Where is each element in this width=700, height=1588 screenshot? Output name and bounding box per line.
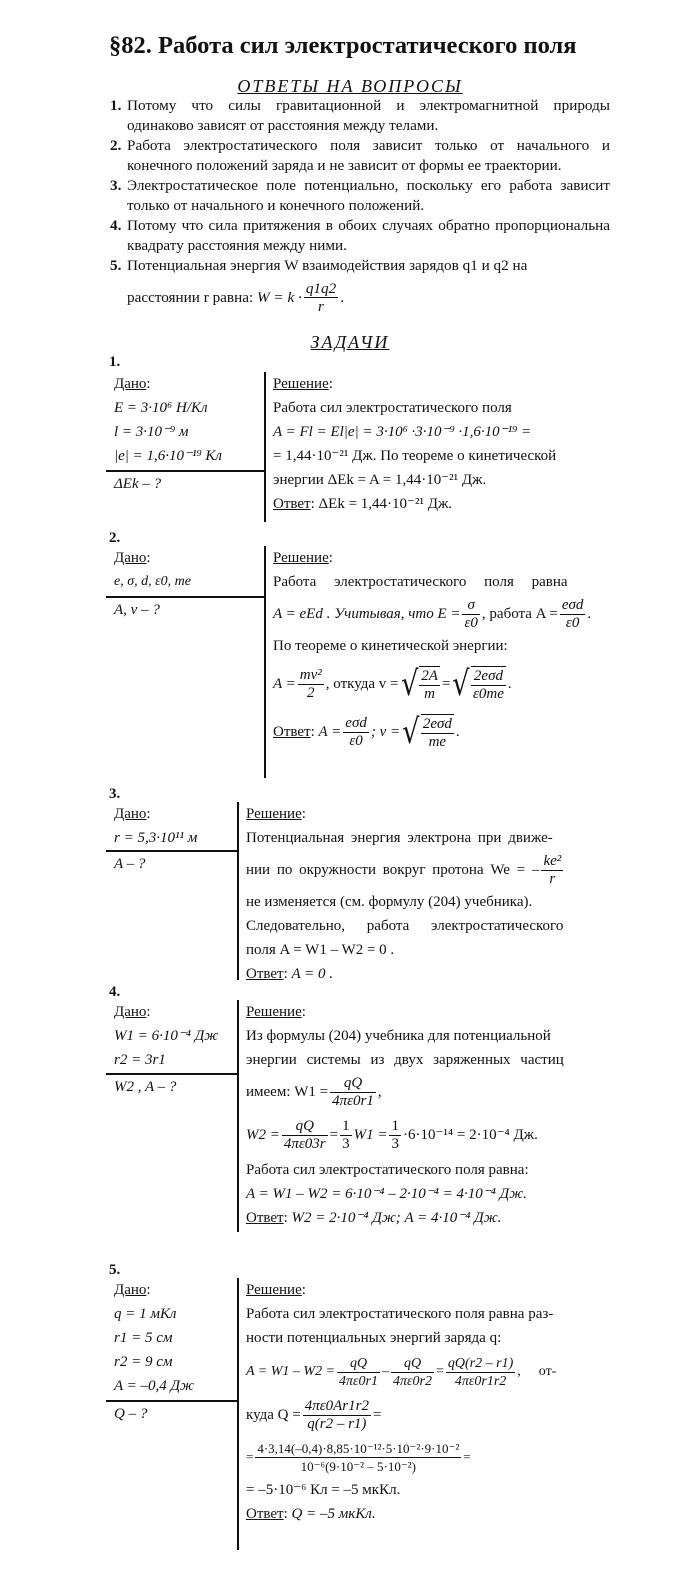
problem-number: 3. <box>109 786 121 802</box>
fraction: $\frac{4\pi\varepsilon 0Ar1r2}{q(r2 - r1)}$ <box>304 1397 369 1432</box>
answer-item <box>110 96 610 136</box>
find-item: A – ? <box>114 856 146 872</box>
column-divider <box>264 372 266 522</box>
given-block: Дано: W1 = 6·10⁻⁴ Дж r2 = 3r1 <box>114 1000 218 1072</box>
find-item: ΔEk – ? <box>114 476 162 492</box>
given-item: e, σ, d, ε0, me <box>114 574 191 589</box>
fraction: $\frac{\text{4·3,14(–0,4)·8,85·10⁻¹²·5·10⁻²·9·10⁻²}}{\text{10⁻⁶(9·10⁻² – 5·10⁻²)}}$ <box>257 1440 460 1474</box>
given-item: r = 5,3·10¹¹ м <box>114 830 198 846</box>
solution-line: ности потенциальных энергий заряда q: <box>246 1330 502 1346</box>
given-item: r1 = 5 см <box>114 1330 173 1346</box>
answer-text: Электростатическое поле потенциально, поскольку его работа зависит только от начального и конечного положений. <box>127 177 610 214</box>
solution-line: = $\frac{\text{4·3,14(–0,4)·8,85·10⁻¹²·5·10⁻²·9·10⁻²}}{\text{10⁻⁶(9·10⁻² – 5·10⁻²)}}$ = <box>246 1440 471 1474</box>
answer-text: расстоянии r равна: <box>127 288 254 306</box>
answer-number: 4. <box>110 217 122 234</box>
solution-label: Решение <box>246 1004 302 1020</box>
column-divider <box>237 1000 239 1232</box>
tasks-heading: ЗАДАЧИ <box>310 332 390 352</box>
given-label: Дано <box>114 376 147 392</box>
answer-item <box>110 216 610 256</box>
solution-line: куда Q = $\frac{4\pi\varepsilon 0Ar1r2}{q(r2 - r1)}$ = <box>246 1397 382 1432</box>
fraction: $\frac{qQ}{4\pi\varepsilon 03r}$ <box>283 1117 326 1152</box>
answer-label: Ответ <box>246 1506 284 1522</box>
answer-item <box>110 176 610 216</box>
answer-item <box>110 136 610 176</box>
fraction: $\frac{\text{ke²}}{r}$ <box>543 852 562 887</box>
answer-number: 5. <box>110 257 122 274</box>
answer-value: A = 0 . <box>291 966 334 982</box>
fraction: $\frac{qQ}{4\pi\varepsilon 0r2}$ <box>393 1355 432 1389</box>
given-label: Дано <box>114 806 147 822</box>
solution-line: A = W1 – W2 = 6·10⁻⁴ – 2·10⁻⁴ = 4·10⁻⁴ Дж. <box>246 1186 527 1202</box>
fraction: $\frac{\text{eσd}}{\varepsilon 0}$ <box>561 596 584 631</box>
answer-label: Ответ <box>246 966 284 982</box>
solution-line: Работа сил электростатического поля <box>273 400 512 416</box>
answer-line: Ответ : A = $\frac{\text{eσd}}{\varepsilon 0}$ ; v = √ $\frac{\text{2eσd}}{me}$ . <box>273 712 460 752</box>
solution-label: Решение <box>273 376 329 392</box>
given-item: l = 3·10⁻⁹ м <box>114 424 189 440</box>
square-root: √ $\frac{2A}{m}$ <box>400 664 438 704</box>
solution-line: нии по окружности вокруг протона We = – $\frac{\text{ke²}}{r}$ <box>246 852 562 887</box>
square-root: √ $\frac{\text{2eσd}}{\varepsilon 0me}$ <box>452 664 504 704</box>
solution-block: Решение: Из формулы (204) учебника для потенциальной энергии системы из двух заряженных частиц имеем: W1 = $\frac{qQ}{4\pi\varepsilon 0r1}$ , W2 = $\frac{qQ}{4\pi\varepsilon 03r}$ = $\frac{1}{3}$ W1 = $\frac{1}{3}$ ·6·10⁻¹⁴ = 2·10⁻⁴ Дж. Работа сил электростатического поля равна: A = W1 – W2 = 6·10⁻⁴ – 2·10⁻⁴ = 4·10⁻⁴ Дж. Ответ: W2 = 2·10⁻⁴ Дж; A = 4·10⁻⁴ Дж. <box>246 1000 608 1230</box>
solution-line: имеем: W1 = $\frac{qQ}{4\pi\varepsilon 0r1}$ , <box>246 1074 382 1109</box>
given-item: W1 = 6·10⁻⁴ Дж <box>114 1028 219 1044</box>
answer-label: Ответ <box>273 496 311 512</box>
answers-list <box>110 96 610 315</box>
solution-line: не изменяется (см. формулу (204) учебника). <box>246 894 533 910</box>
fraction: $\frac{qQ(r2 - r1)}{4\pi\varepsilon 0r1r2}$ <box>447 1355 514 1389</box>
given-block: Дано: r = 5,3·10¹¹ м <box>114 802 197 850</box>
fraction: $\frac{\sigma}{\varepsilon 0}$ <box>464 596 478 631</box>
given-block: Дано: q = 1 мКл r1 = 5 см r2 = 9 см A = –0,4 Дж <box>114 1278 194 1398</box>
given-label: Дано <box>114 550 147 566</box>
solution-line: Из формулы (204) учебника для потенциальной <box>246 1028 551 1044</box>
solution-line: поля A = W1 – W2 = 0 . <box>246 942 395 958</box>
formula-lhs: W = k · <box>256 288 302 306</box>
solution-line: Потенциальная энергия электрона при движе- <box>246 830 553 846</box>
given-item: E = 3·10⁶ Н/Кл <box>114 400 208 416</box>
given-block: Дано: e, σ, d, ε0, me <box>114 546 191 594</box>
problem-number: 5. <box>109 1262 121 1278</box>
solution-block: Решение: Потенциальная энергия электрона при движе- нии по окружности вокруг протона We = – $\frac{\text{ke²}}{r}$ не изменяется (см. формулу (204) учебника). Следовательно, работа электростатического поля A = W1 – W2 = 0 . Ответ: A = 0 . <box>246 802 608 986</box>
solution-label: Решение <box>246 806 302 822</box>
solution-line: Работа сил электростатического поля равна раз- <box>246 1306 554 1322</box>
formula-fraction: $\frac{q1q2}{r}$ <box>305 280 337 315</box>
fraction: $\frac{1}{3}$ <box>391 1117 399 1152</box>
given-label: Дано <box>114 1282 147 1298</box>
solution-line: По теореме о кинетической энергии: <box>273 638 508 654</box>
find-item: W2 , A – ? <box>114 1079 177 1095</box>
answer-text: Потенциальная энергия W взаимодействия зарядов q1 и q2 на <box>127 257 528 274</box>
answer-value: Q = –5 мкКл. <box>291 1506 376 1522</box>
page-title: §82. Работа сил электростатического поля <box>109 32 577 59</box>
answer-value: W2 = 2·10⁻⁴ Дж; A = 4·10⁻⁴ Дж. <box>291 1210 502 1226</box>
fraction: $\frac{qQ}{4\pi\varepsilon 0r1}$ <box>339 1355 379 1389</box>
fraction: $\frac{\text{mv²}}{2}$ <box>299 666 322 701</box>
given-block: Дано: E = 3·10⁶ Н/Кл l = 3·10⁻⁹ м |e| = 1,6·10⁻¹⁹ Кл <box>114 372 222 468</box>
given-item: q = 1 мКл <box>114 1306 177 1322</box>
solution-block: Решение: Работа сил электростатического поля A = Fl = El|e| = 3·10⁶ ·3·10⁻⁹ ·1,6·10⁻¹⁹ = = 1,44·10⁻²¹ Дж. По теореме о кинетической энергии ΔEk = A = 1,44·10⁻²¹ Дж. Ответ: ΔEk = 1,44·10⁻²¹ Дж. <box>273 372 608 516</box>
answer-number: 3. <box>110 177 122 194</box>
column-divider <box>237 802 239 980</box>
problem-number: 1. <box>109 354 121 370</box>
answer-item <box>110 256 610 315</box>
square-root: √ $\frac{\text{2eσd}}{me}$ <box>402 712 452 752</box>
solution-line: Работа сил электростатического поля равна: <box>246 1162 529 1178</box>
solution-line: W2 = $\frac{qQ}{4\pi\varepsilon 03r}$ = $\frac{1}{3}$ W1 = $\frac{1}{3}$ ·6·10⁻¹⁴ = 2·10⁻⁴ Дж. <box>246 1117 538 1152</box>
solution-line: энергии системы из двух заряженных частиц <box>246 1052 564 1068</box>
answer-label: Ответ <box>273 724 311 740</box>
solution-line: Следовательно, работа электростатического <box>246 918 564 934</box>
solution-line: A = $\frac{\text{mv²}}{2}$ , откуда v = √ $\frac{2A}{m}$ = √ $\frac{\text{2eσd}}{\varepsilon 0me}$ . <box>273 664 512 704</box>
fraction: $\frac{\text{eσd}}{\varepsilon 0}$ <box>345 714 367 749</box>
problem-number: 2. <box>109 530 121 546</box>
solution-label: Решение <box>246 1282 302 1298</box>
fraction: $\frac{1}{3}$ <box>342 1117 350 1152</box>
fraction: $\frac{qQ}{4\pi\varepsilon 0r1}$ <box>332 1074 374 1109</box>
given-item: |e| = 1,6·10⁻¹⁹ Кл <box>114 448 222 464</box>
answer-text: Потому что сила притяжения в обоих случаях обратно пропорциональна квадрату расстояния между ними. <box>127 217 610 254</box>
answer-formula-line: расстоянии r равна: W = k · $\frac{q1q2}{r}$ . <box>127 280 344 315</box>
given-item: A = –0,4 Дж <box>114 1378 195 1394</box>
answer-text: Работа электростатического поля зависит только от начального и конечного положений заряда и не зависит от формы ее траектории. <box>127 137 610 174</box>
solution-line: = 1,44·10⁻²¹ Дж. По теореме о кинетической <box>273 448 557 464</box>
find-item: A, v – ? <box>114 602 160 618</box>
given-item: r2 = 9 см <box>114 1354 173 1370</box>
given-item: r2 = 3r1 <box>114 1052 166 1068</box>
given-label: Дано <box>114 1004 147 1020</box>
solution-line: A = eEd . Учитывая, что E = $\frac{\sigma}{\varepsilon 0}$ , работа A = $\frac{\text{eσd}}{\varepsilon 0}$ . <box>273 596 592 631</box>
solution-line: A = W1 – W2 = $\frac{qQ}{4\pi\varepsilon 0r1}$ – $\frac{qQ}{4\pi\varepsilon 0r2}$ = $\frac{qQ(r2 - r1)}{4\pi\varepsilon 0r1r2}$ , от- <box>246 1355 557 1389</box>
solution-label: Решение <box>273 550 329 566</box>
solution-line: = –5·10⁻⁶ Кл = –5 мкКл. <box>246 1482 401 1498</box>
answers-heading: ОТВЕТЫ НА ВОПРОСЫ <box>237 76 463 96</box>
find-item: Q – ? <box>114 1406 148 1422</box>
solution-block: Решение: Работа электростатического поля равна A = eEd . Учитывая, что E = $\frac{\sigma}{\varepsilon 0}$ , работа A = $\frac{\text{eσd}}{\varepsilon 0}$ . По теореме о кинетической энергии: A = $\frac{\text{mv²}}{2}$ , откуда v = √ $\frac{2A}{m}$ = √ $\frac{\text{2eσd}}{\varepsilon 0me}$ . Ответ : A = $\frac{\text{eσd}}{\varepsilon 0}$ ; v = √ $\frac{\text{2eσd}}{me}$ . <box>273 546 608 754</box>
answer-number: 1. <box>110 97 122 114</box>
solution-line: A = Fl = El|e| = 3·10⁶ ·3·10⁻⁹ ·1,6·10⁻¹⁹ = <box>273 424 532 440</box>
problem-number: 4. <box>109 984 121 1000</box>
solution-line: Работа электростатического поля равна <box>273 574 568 590</box>
solution-line: энергии ΔEk = A = 1,44·10⁻²¹ Дж. <box>273 472 487 488</box>
solution-block: Решение: Работа сил электростатического поля равна раз- ности потенциальных энергий заряда q: A = W1 – W2 = $\frac{qQ}{4\pi\varepsilon 0r1}$ – $\frac{qQ}{4\pi\varepsilon 0r2}$ = $\frac{qQ(r2 - r1)}{4\pi\varepsilon 0r1r2}$ , от- куда Q = $\frac{4\pi\varepsilon 0Ar1r2}{q(r2 - r1)}$ = = $\frac{\text{4·3,14(–0,4)·8,85·10⁻¹²·5·10⁻²·9·10⁻²}}{\text{10⁻⁶(9·10⁻² – 5·10⁻²)}}$ = = –5·10⁻⁶ Кл = –5 мкКл. Ответ: Q = –5 мкКл. <box>246 1278 608 1526</box>
answer-text: Потому что силы гравитационной и электромагнитной природы одинаково зависят от расстояния между телами. <box>127 97 610 134</box>
answer-label: Ответ <box>246 1210 284 1226</box>
column-divider <box>237 1278 239 1550</box>
answer-number: 2. <box>110 137 122 154</box>
column-divider <box>264 546 266 778</box>
answer-value: ΔEk = 1,44·10⁻²¹ Дж. <box>318 496 453 512</box>
